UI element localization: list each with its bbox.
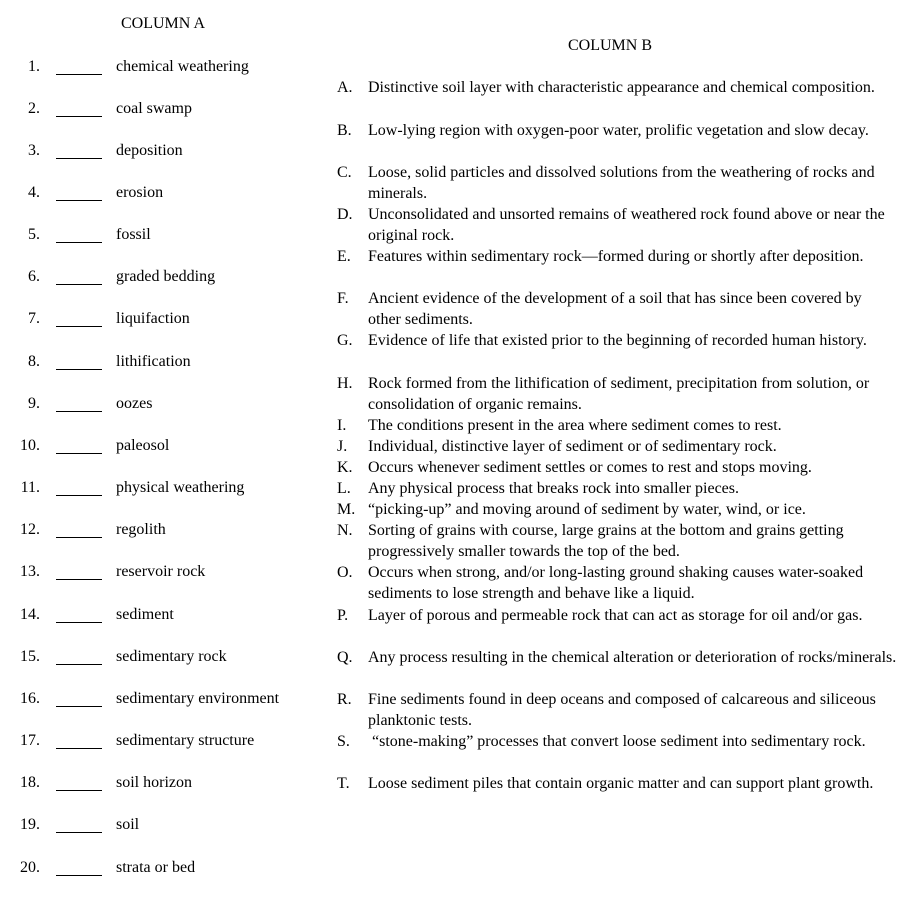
definition-text: Any process resulting in the chemical alteration or deterioration of rocks/minerals.	[368, 649, 897, 666]
column-a-heading: COLUMN A	[121, 15, 206, 32]
term-label: sediment	[116, 606, 174, 623]
answer-blank[interactable]	[56, 369, 102, 370]
definition-text: Individual, distinctive layer of sediment or of sedimentary rock.	[368, 438, 777, 455]
term-label: soil horizon	[116, 774, 192, 791]
definition-letter: C.	[337, 164, 352, 181]
answer-blank[interactable]	[56, 200, 102, 201]
definition-text: Unconsolidated and unsorted remains of weathered rock found above or near the original rock.	[368, 206, 885, 244]
term-number: 12.	[20, 521, 40, 538]
answer-blank[interactable]	[56, 622, 102, 623]
term-number: 19.	[20, 816, 40, 833]
term-label: graded bedding	[116, 268, 216, 285]
definition-text: Sorting of grains with course, large grains at the bottom and grains getting progressively smaller towards the top of the bed.	[368, 522, 844, 560]
definition-letter: D.	[337, 206, 353, 223]
definition-letter: M.	[337, 501, 356, 518]
term-label: sedimentary rock	[116, 648, 227, 665]
definition-letter: L.	[337, 480, 351, 497]
definition-letter: Q.	[337, 649, 353, 666]
answer-blank[interactable]	[56, 832, 102, 833]
definition-text: Low-lying region with oxygen-poor water, prolific vegetation and slow decay.	[368, 122, 869, 139]
definition-text: The conditions present in the area where sediment comes to rest.	[368, 417, 782, 434]
term-number: 20.	[20, 859, 40, 876]
answer-blank[interactable]	[56, 579, 102, 580]
term-number: 5.	[28, 226, 40, 243]
definition-text: “stone-making” processes that convert loose sediment into sedimentary rock.	[368, 733, 866, 750]
term-number: 1.	[28, 58, 40, 75]
definition-text: Features within sedimentary rock—formed during or shortly after deposition.	[368, 248, 864, 265]
term-number: 13.	[20, 563, 40, 580]
term-number: 7.	[28, 310, 40, 327]
term-label: paleosol	[116, 437, 170, 454]
definition-letter: I.	[337, 417, 347, 434]
answer-blank[interactable]	[56, 495, 102, 496]
term-number: 17.	[20, 732, 40, 749]
definition-letter: H.	[337, 375, 353, 392]
term-number: 14.	[20, 606, 40, 623]
term-number: 10.	[20, 437, 40, 454]
answer-blank[interactable]	[56, 748, 102, 749]
term-label: reservoir rock	[116, 563, 206, 580]
term-label: lithification	[116, 353, 191, 370]
definition-text: Occurs whenever sediment settles or comes to rest and stops moving.	[368, 459, 812, 476]
term-label: coal swamp	[116, 100, 192, 117]
term-label: deposition	[116, 142, 183, 159]
definition-letter: B.	[337, 122, 352, 139]
term-label: fossil	[116, 226, 151, 243]
term-label: regolith	[116, 521, 166, 538]
term-label: strata or bed	[116, 859, 196, 876]
definition-letter: E.	[337, 248, 351, 265]
term-label: liquifaction	[116, 310, 190, 327]
answer-blank[interactable]	[56, 326, 102, 327]
term-label: chemical weathering	[116, 58, 249, 75]
term-label: sedimentary structure	[116, 732, 255, 749]
term-number: 3.	[28, 142, 40, 159]
answer-blank[interactable]	[56, 242, 102, 243]
term-number: 15.	[20, 648, 40, 665]
answer-blank[interactable]	[56, 158, 102, 159]
definition-letter: G.	[337, 332, 353, 349]
term-number: 8.	[28, 353, 40, 370]
definition-letter: N.	[337, 522, 353, 539]
definition-text: Distinctive soil layer with characteristic appearance and chemical composition.	[368, 79, 875, 96]
term-number: 9.	[28, 395, 40, 412]
definition-text: Rock formed from the lithification of sediment, precipitation from solution, or consolidation of organic remains.	[368, 375, 870, 413]
term-number: 6.	[28, 268, 40, 285]
term-label: soil	[116, 816, 140, 833]
term-number: 11.	[20, 479, 40, 496]
definition-text: Occurs when strong, and/or long-lasting ground shaking causes water-soaked sediments to lose strength and behave like a liquid.	[368, 564, 864, 602]
term-label: oozes	[116, 395, 153, 412]
definition-text: Layer of porous and permeable rock that can act as storage for oil and/or gas.	[368, 607, 863, 624]
answer-blank[interactable]	[56, 74, 102, 75]
column-b-heading: COLUMN B	[568, 37, 653, 54]
term-number: 2.	[28, 100, 40, 117]
definition-letter: A.	[337, 79, 353, 96]
answer-blank[interactable]	[56, 537, 102, 538]
definition-text: Loose sediment piles that contain organic matter and can support plant growth.	[368, 775, 874, 792]
definition-letter: J.	[337, 438, 348, 455]
term-number: 18.	[20, 774, 40, 791]
answer-blank[interactable]	[56, 411, 102, 412]
definition-text: Any physical process that breaks rock into smaller pieces.	[368, 480, 739, 497]
term-label: physical weathering	[116, 479, 245, 496]
answer-blank[interactable]	[56, 116, 102, 117]
definition-text: Ancient evidence of the development of a soil that has since been covered by other sediments.	[368, 290, 862, 328]
answer-blank[interactable]	[56, 790, 102, 791]
term-label: erosion	[116, 184, 164, 201]
definition-letter: R.	[337, 691, 352, 708]
definition-text: Evidence of life that existed prior to the beginning of recorded human history.	[368, 332, 867, 349]
answer-blank[interactable]	[56, 875, 102, 876]
term-label: sedimentary environment	[116, 690, 280, 707]
term-number: 16.	[20, 690, 40, 707]
definition-text: Fine sediments found in deep oceans and composed of calcareous and siliceous planktonic tests.	[368, 691, 876, 729]
definition-letter: T.	[337, 775, 350, 792]
definition-text: “picking-up” and moving around of sediment by water, wind, or ice.	[368, 501, 806, 518]
answer-blank[interactable]	[56, 453, 102, 454]
answer-blank[interactable]	[56, 284, 102, 285]
answer-blank[interactable]	[56, 664, 102, 665]
definition-letter: F.	[337, 290, 349, 307]
definition-letter: K.	[337, 459, 353, 476]
definition-letter: S.	[337, 733, 350, 750]
answer-blank[interactable]	[56, 706, 102, 707]
definition-letter: P.	[337, 607, 349, 624]
definition-text: Loose, solid particles and dissolved solutions from the weathering of rocks and minerals.	[368, 164, 875, 202]
term-number: 4.	[28, 184, 40, 201]
definition-letter: O.	[337, 564, 353, 581]
